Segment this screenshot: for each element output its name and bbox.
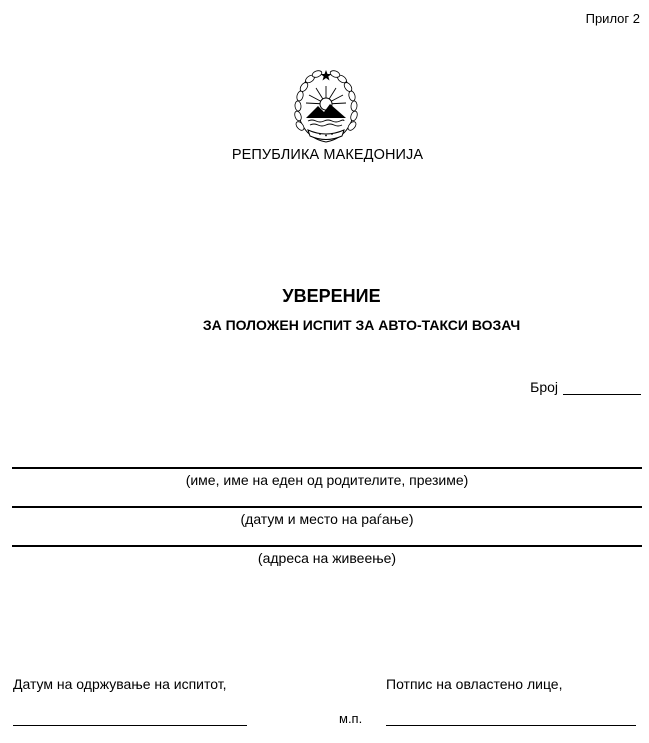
seal-label: м.п. bbox=[339, 711, 363, 726]
document-title: УВЕРЕНИЕ bbox=[282, 286, 381, 306]
number-label: Број bbox=[530, 379, 558, 395]
name-field-line bbox=[12, 467, 642, 469]
signature-label: Потпис на овластено лице, bbox=[386, 676, 563, 692]
exam-date-line bbox=[13, 725, 247, 726]
address-field-caption: (адреса на живеење) bbox=[257, 550, 397, 566]
address-field-line bbox=[12, 545, 642, 547]
exam-date-label: Датум на одржување на испитот, bbox=[13, 676, 227, 692]
signature-line bbox=[386, 725, 636, 726]
number-blank-line bbox=[563, 380, 641, 395]
document-subtitle: ЗА ПОЛОЖЕН ИСПИТ ЗА АВТО-ТАКСИ ВОЗАЧ bbox=[202, 317, 521, 333]
document-number bbox=[530, 379, 641, 395]
coat-of-arms-icon bbox=[294, 66, 358, 146]
birth-field-caption: (датум и место на раѓање) bbox=[240, 511, 414, 527]
name-field-caption: (име, име на еден од родителите, презиме) bbox=[185, 472, 469, 488]
birth-field-line bbox=[12, 506, 642, 508]
country-name: РЕПУБЛИКА МАКЕДОНИЈА bbox=[231, 147, 424, 163]
annex-label: Прилог 2 bbox=[585, 11, 640, 26]
